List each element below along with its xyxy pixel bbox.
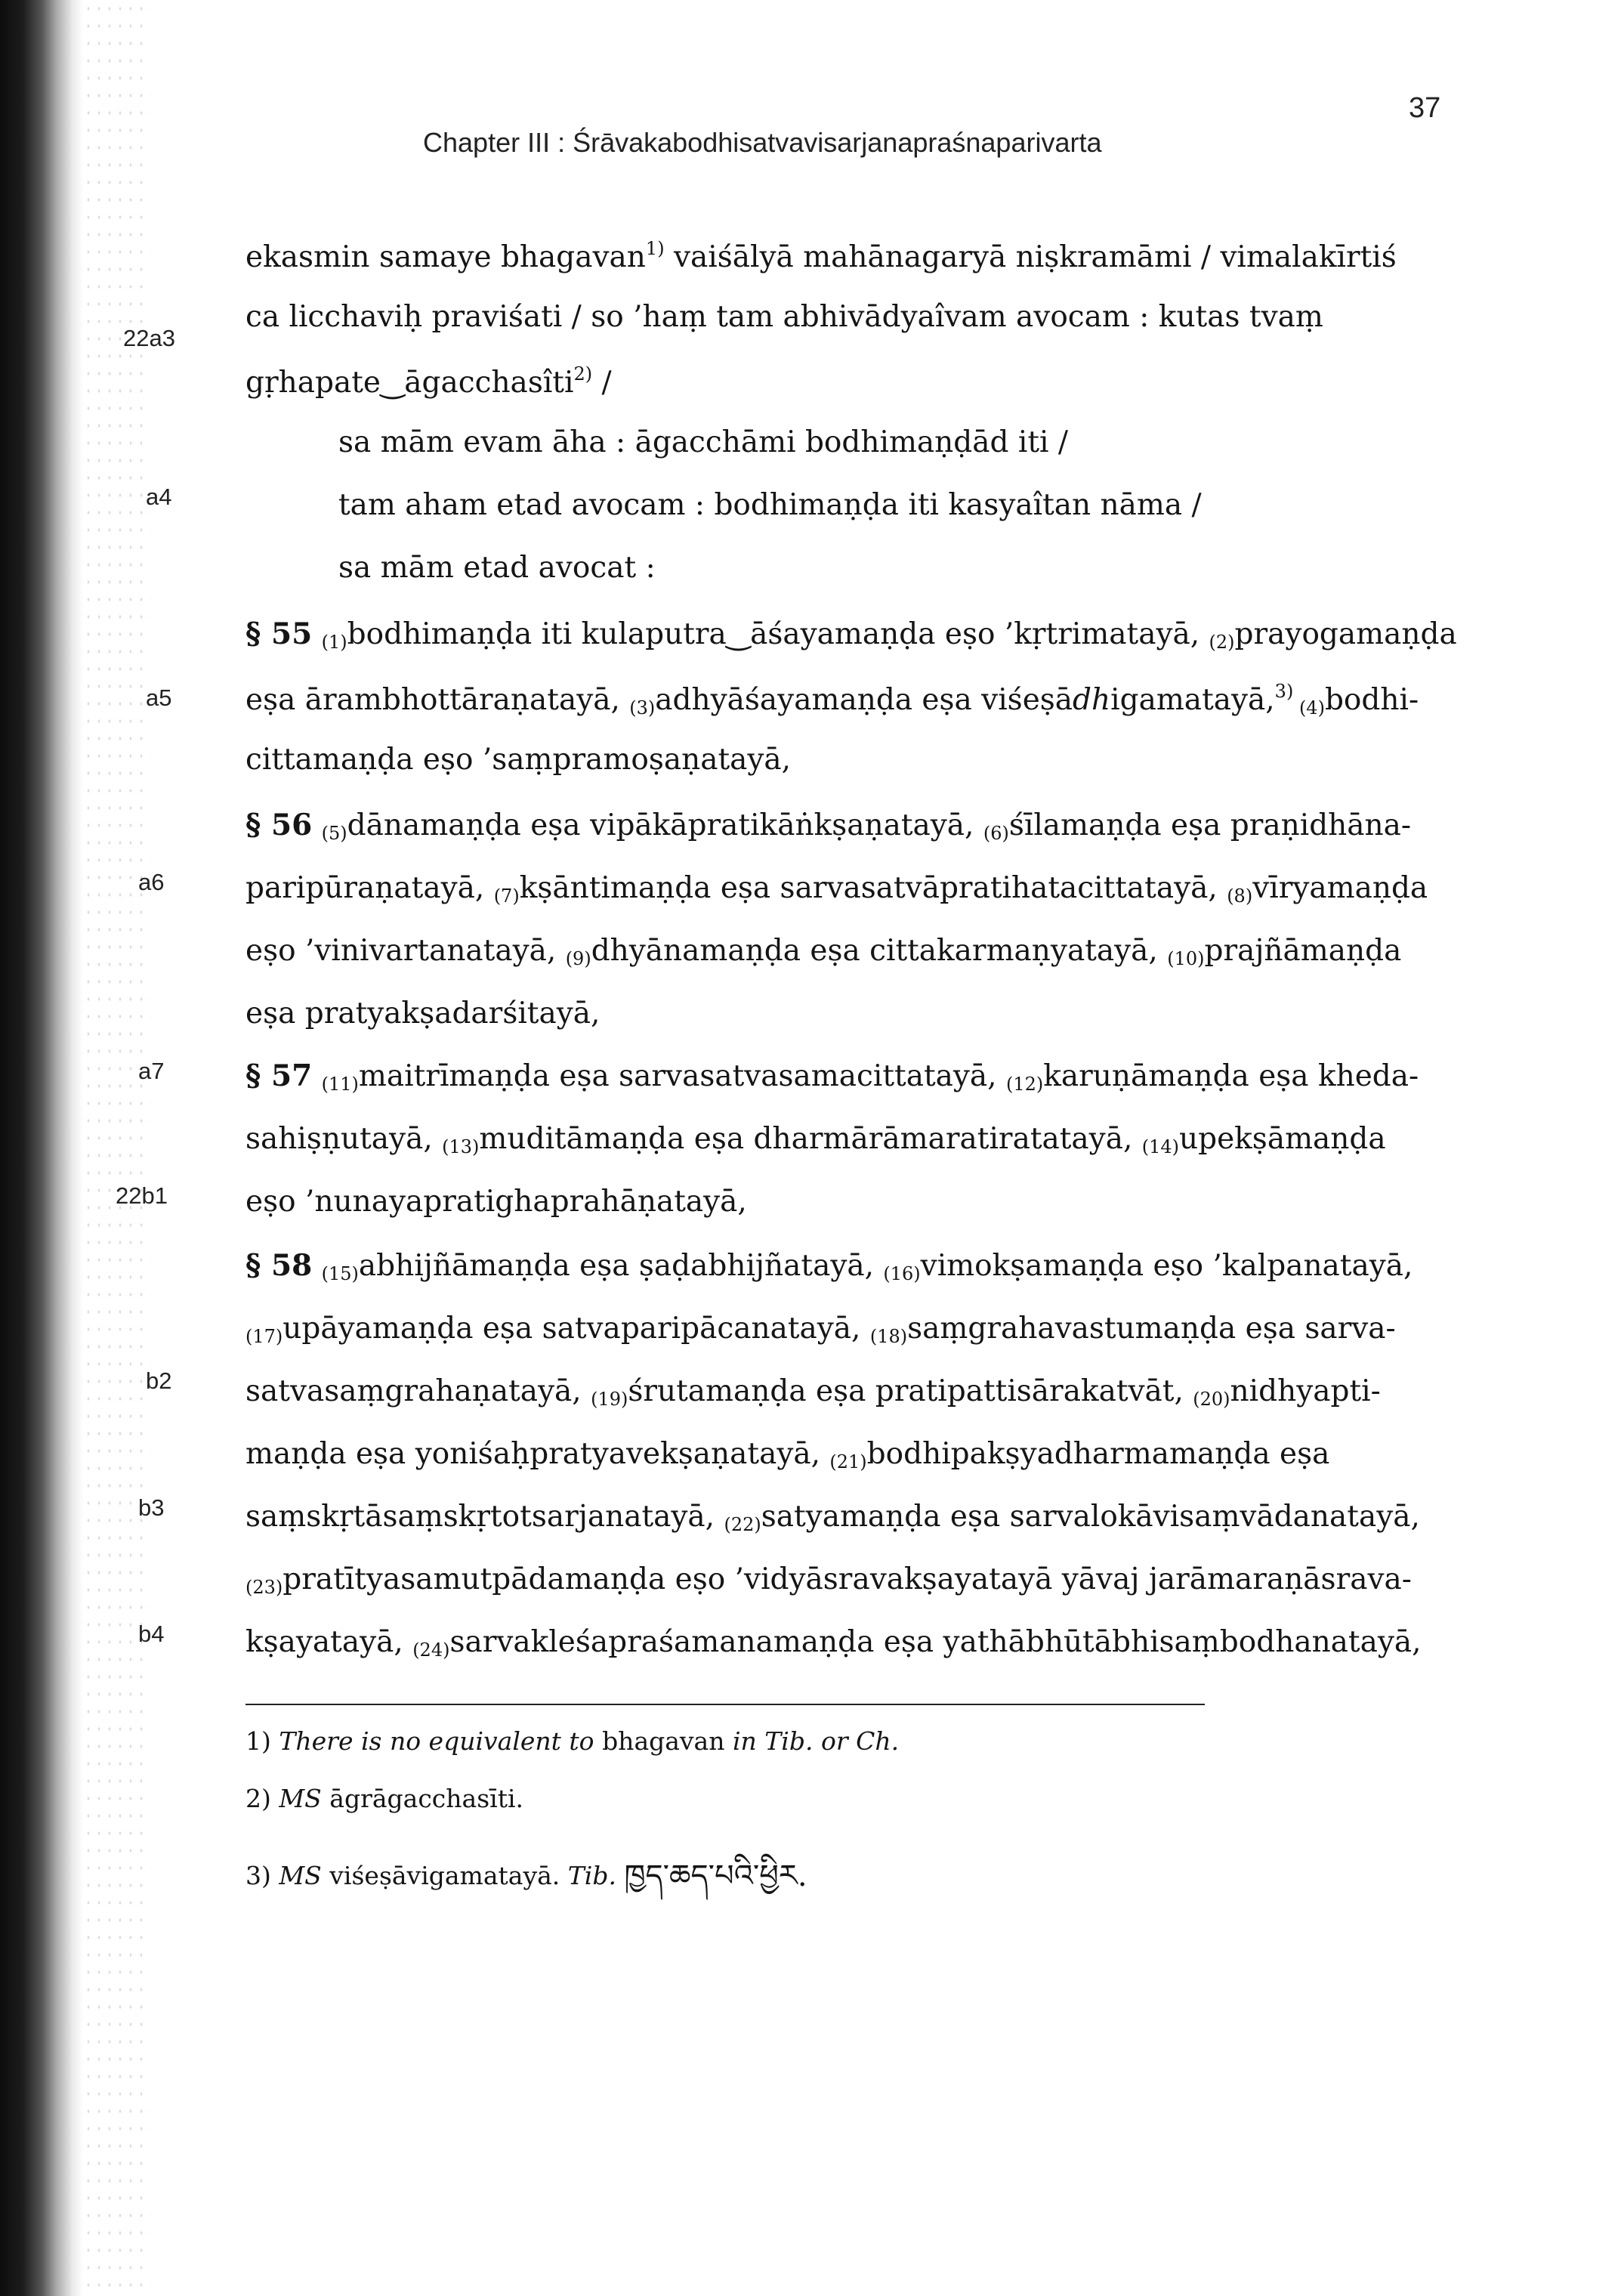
text-line: $_{(23)}$pratītyasamutpādamaṇḍa eṣo ’vidyāsravakṣayatayā yāvaj jarāmaraṇāsrava- — [245, 1562, 1412, 1598]
running-title: Chapter III : Śrāvakabodhisatvavisarjanapraśnaparivarta — [423, 127, 1102, 158]
section-line: § 57 $_{(11)}$maitrīmaṇḍa eṣa sarvasatvasamacittatayā, $_{(12)}$karuṇāmaṇḍa eṣa kheda- — [245, 1058, 1419, 1095]
text-line: sahiṣṇutayā, $_{(13)}$muditāmaṇḍa eṣa dharmārāmaratiratatayā, $_{(14)}$upekṣāmaṇḍa — [245, 1122, 1386, 1157]
text-line: ca licchaviḥ praviśati / so ’haṃ tam abhivādyaîvam avocam : kutas tvaṃ — [245, 300, 1323, 334]
margin-ref: a7 — [138, 1058, 165, 1084]
margin-ref: 22b1 — [116, 1182, 168, 1209]
text-line: paripūraṇatayā, $_{(7)}$kṣāntimaṇḍa eṣa sarvasatvāpratihatacittatayā, $_{(8)}$vīryamaṇḍa — [245, 871, 1428, 907]
text-line: satvasaṃgrahaṇatayā, $_{(19)}$śrutamaṇḍa eṣa pratipattisārakatvāt, $_{(20)}$nidhyapti- — [245, 1374, 1381, 1410]
margin-ref: a6 — [138, 869, 165, 895]
text-line: sa mām etad avocat : — [338, 551, 656, 585]
text-line: eṣa ārambhottāraṇatayā, $_{(3)}$adhyāśayamaṇḍa eṣa viśeṣādhigamatayā,$^{3)}$ $_{(4)}$bodhi- — [245, 681, 1419, 718]
text-line: saṃskṛtāsaṃskṛtotsarjanatayā, $_{(22)}$satyamaṇḍa eṣa sarvalokāvisaṃvādanatayā, — [245, 1500, 1420, 1535]
margin-ref: b3 — [138, 1494, 165, 1521]
section-line: § 58 $_{(15)}$abhijñāmaṇḍa eṣa ṣaḍabhijñatayā, $_{(16)}$vimokṣamaṇḍa eṣo ’kalpanatayā, — [245, 1248, 1413, 1284]
tibetan-text: ཁྱད་ཆད་པའི་ཕྱིར. — [624, 1859, 807, 1893]
margin-ref: a5 — [146, 684, 172, 711]
page-number: 37 — [1409, 92, 1441, 124]
section-number: § 56 — [245, 808, 313, 842]
text-line: $_{(17)}$upāyamaṇḍa eṣa satvaparipācanatayā, $_{(18)}$saṃgrahavastumaṇḍa eṣa sarva- — [245, 1312, 1396, 1347]
text-line: eṣo ’nunayapratighaprahāṇatayā, — [245, 1185, 747, 1219]
footnote-1: 1) There is no equivalent to bhagavan in Tib. or Ch. — [245, 1726, 900, 1756]
margin-ref: a4 — [146, 484, 172, 510]
section-number: § 57 — [245, 1058, 313, 1093]
section-number: § 58 — [245, 1248, 313, 1283]
margin-ref: 22a3 — [123, 325, 175, 351]
margin-ref: b2 — [146, 1367, 172, 1394]
section-number: § 55 — [245, 616, 313, 651]
footnote-marker: 3) — [1274, 681, 1294, 702]
footnote-marker: 2) — [573, 363, 593, 385]
section-line: § 56 $_{(5)}$dānamaṇḍa eṣa vipākāpratikāṅkṣaṇatayā, $_{(6)}$śīlamaṇḍa eṣa praṇidhāna- — [245, 808, 1412, 844]
book-spine-shadow — [0, 0, 83, 2296]
text-line: sa mām evam āha : āgacchāmi bodhimaṇḍād iti / — [338, 425, 1069, 459]
text-line: maṇḍa eṣa yoniśaḥpratyavekṣaṇatayā, $_{(21)}$bodhipakṣyadharmamaṇḍa eṣa — [245, 1437, 1330, 1472]
text-line: tam aham etad avocam : bodhimaṇḍa iti kasyaîtan nāma / — [338, 488, 1202, 522]
text-line: ekasmin samaye bhagavan$^{1)}$ vaiśālyā mahānagaryā niṣkramāmi / vimalakīrtiś — [245, 238, 1397, 274]
section-line: § 55 $_{(1)}$bodhimaṇḍa iti kulaputra‿āśayamaṇḍa eṣo ’kṛtrimatayā, $_{(2)}$prayogamaṇḍa — [245, 616, 1457, 653]
text-line: gṛhapate‿āgacchasîti$^{2)}$ / — [245, 363, 612, 400]
text-line: kṣayatayā, $_{(24)}$sarvakleśapraśamanamaṇḍa eṣa yathābhūtābhisaṃbodhanatayā, — [245, 1625, 1422, 1661]
footnote-rule — [245, 1704, 1205, 1705]
text-line: eṣa pratyakṣadarśitayā, — [245, 997, 601, 1031]
text-line: cittamaṇḍa eṣo ’saṃpramoṣaṇatayā, — [245, 743, 792, 777]
footnote-3: 3) MS viśeṣāvigamatayā. Tib. ཁྱད་ཆད་པའི་ཕྱིར. — [245, 1841, 807, 1927]
footnote-marker: 1) — [645, 238, 665, 259]
text-line: eṣo ’vinivartanatayā, $_{(9)}$dhyānamaṇḍa eṣa cittakarmaṇyatayā, $_{(10)}$prajñāmaṇḍa — [245, 934, 1402, 969]
footnote-2: 2) MS āgrāgacchasīti. — [245, 1784, 524, 1813]
margin-ref: b4 — [138, 1621, 165, 1647]
